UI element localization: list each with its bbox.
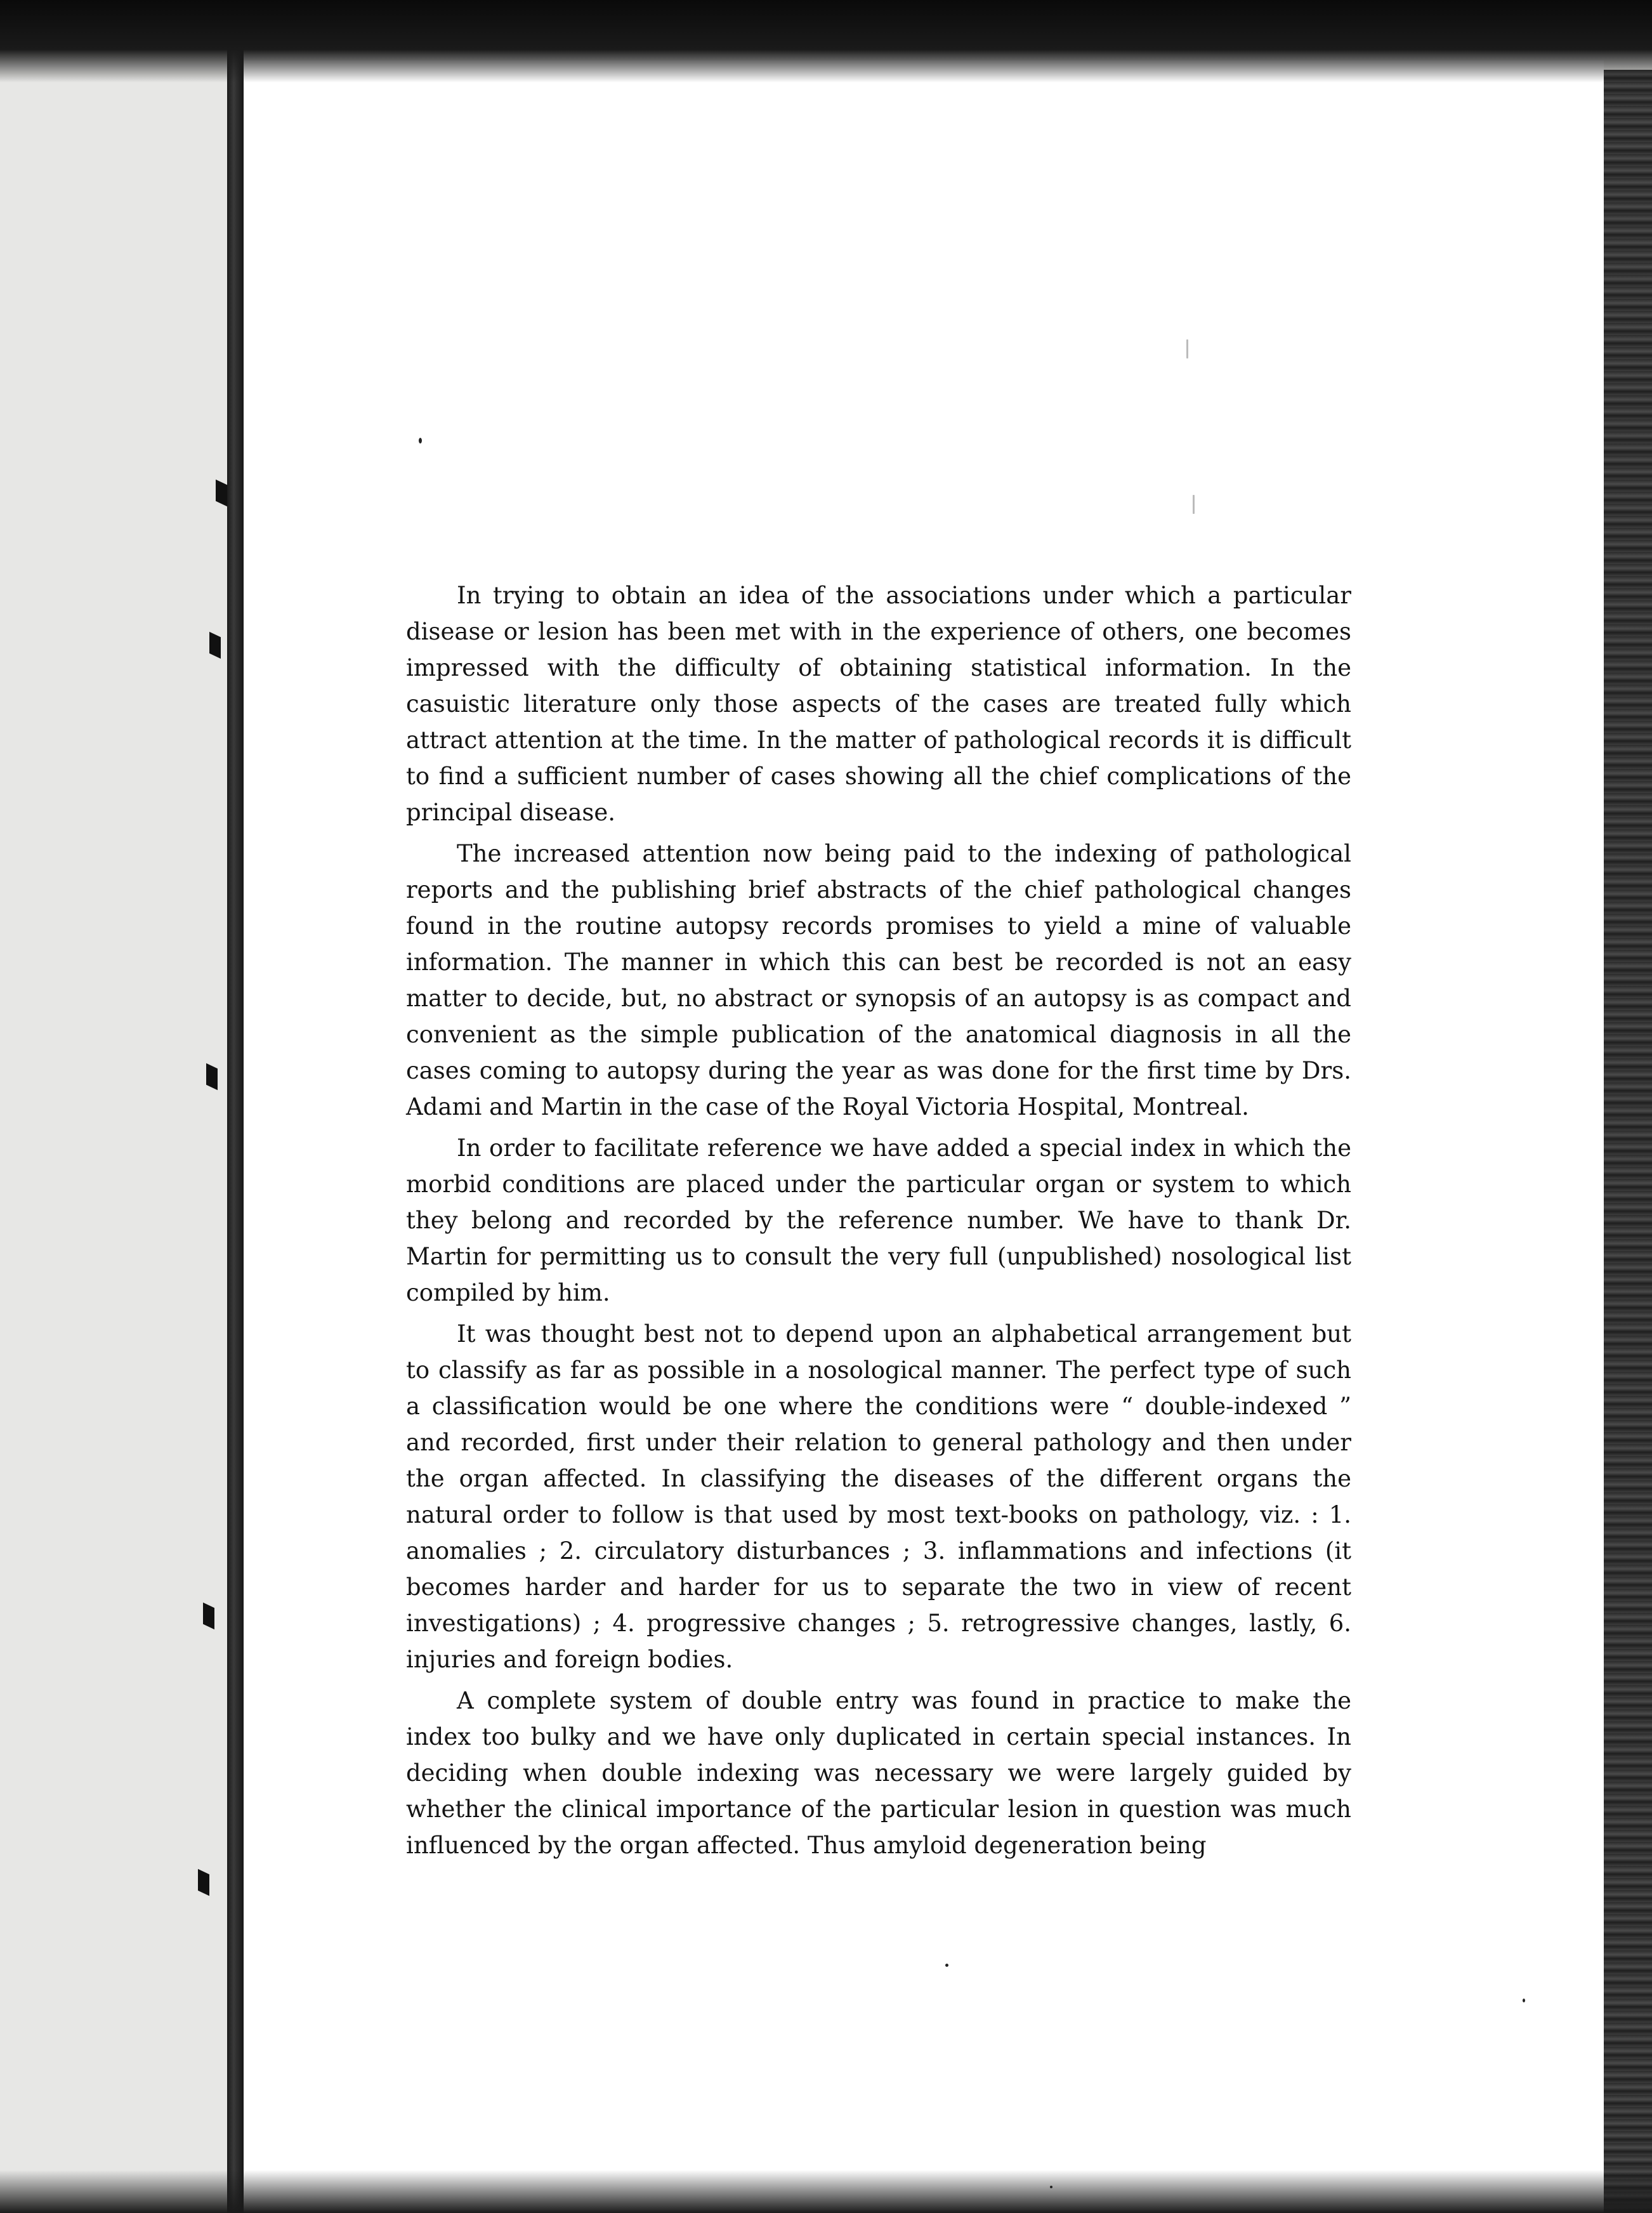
paragraph: It was thought best not to depend upon an alphabetical arrangement but to classify as far as possible in a nosological manner. The perfect type of such a classification would be one where the conditions were “ double-indexed ” and recorded, first under their relation to general pathology and then under the organ affected. In classifying the diseases of the different organs the natural order to follow is that used by most text-books on pathology, viz. : 1. anomalies ; 2. circulatory disturbances ; 3. inflammations and infections (it becomes harder and harder for us to separate the two in view of recent investigations) ; 4. progressive changes ; 5. retrogressive changes, lastly, 6. injuries and foreign bodies.	[406, 1320, 1351, 1673]
paragraph: In trying to obtain an idea of the associations under which a particular disease or lesion has been met with in the experience of others, one becomes impressed with the difficulty of obtaining statistical information. In the casuistic literature only those aspects of the cases are treated fully which attract attention at the time. In the matter of pathological records it is difficult to find a sufficient number of cases showing all the chief complications of the principal disease.	[406, 582, 1351, 826]
scan-speck	[419, 438, 422, 443]
page-edge-shadow	[1604, 70, 1652, 2213]
scan-speck	[1193, 495, 1195, 514]
scan-speck	[1050, 2186, 1052, 2188]
scan-speck	[1186, 339, 1188, 358]
scan-speck	[1523, 1999, 1525, 2002]
paragraph: A complete system of double entry was found in practice to make the index too bulky and we have only duplicated in certain special instances. In deciding when double indexing was necessary we were largely guided by whether the clinical importance of the particular lesion in question was much influenced by the organ affected. Thus amyloid degeneration being	[406, 1687, 1351, 1859]
paragraph: In order to facilitate reference we have added a special index in which the morbid conditions are placed under the particular organ or system to which they belong and recorded by the reference number. We have to thank Dr. Martin for permitting us to consult the very full (unpublished) nosological list compiled by him.	[406, 1134, 1351, 1306]
scan-speck	[945, 1964, 948, 1967]
scan-border-top	[0, 0, 1652, 82]
binding-gutter	[227, 44, 244, 2213]
paragraph: The increased attention now being paid to the indexing of pathological reports and the publishing brief abstracts of the chief pathological changes found in the routine autopsy records promises to yield a mine of valuable information. The manner in which this can best be recorded is not an easy matter to decide, but, no abstract or synopsis of an autopsy is as compact and convenient as the simple publication of the anatomical diagnosis in all the cases coming to autopsy during the year as was done for the first time by Drs. Adami and Martin in the case of the Royal Victoria Hospital, Montreal.	[406, 840, 1351, 1120]
scan-border-bottom	[0, 2170, 1652, 2213]
body-text	[406, 577, 1351, 1868]
